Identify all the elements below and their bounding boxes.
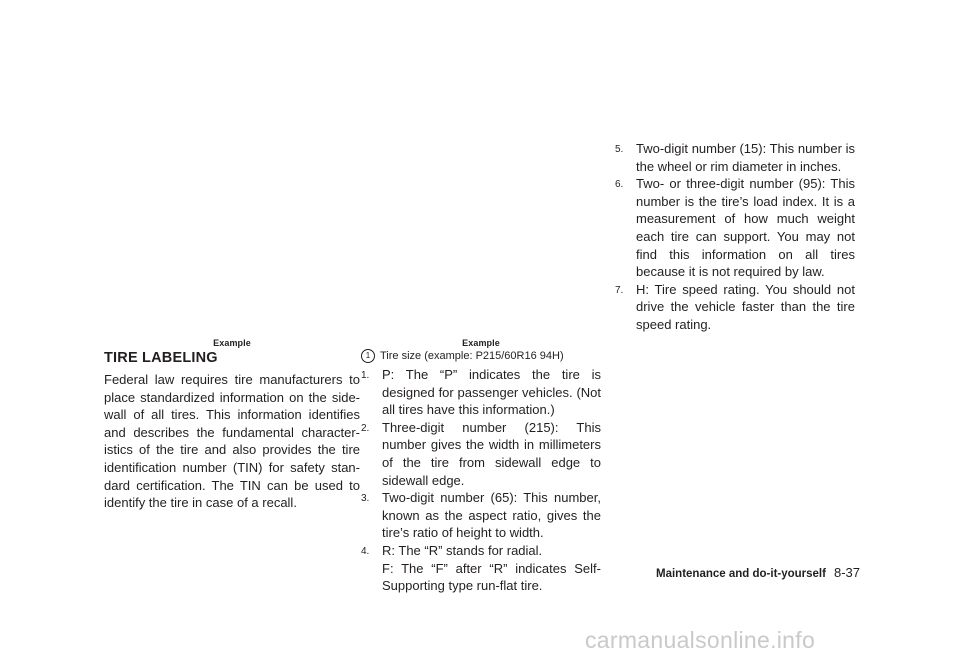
tire-code-list-part1 <box>361 366 601 595</box>
list-item-number: 4. <box>361 545 370 557</box>
section-heading: TIRE LABELING <box>104 350 218 366</box>
list-item-number: 5. <box>615 144 624 155</box>
figure-caption-middle: Example <box>462 338 500 348</box>
list-item <box>361 489 601 542</box>
footer-section-title: Maintenance and do-it-yourself <box>656 568 826 580</box>
tire-code-list-part2 <box>615 140 855 334</box>
list-item-text: H: Tire speed rating. You should not drive the vehicle faster than the tire speed rating. <box>636 281 855 332</box>
list-item <box>361 542 601 595</box>
figure-caption-left: Example <box>213 338 251 348</box>
list-item-text: Two-digit number (15): This number is the wheel or rim diameter in inches. <box>636 141 855 174</box>
list-item-text: R: The “R” stands for radial. <box>382 542 543 558</box>
list-item <box>361 419 601 489</box>
list-item-number: 6. <box>615 179 624 191</box>
list-item <box>361 366 601 419</box>
list-item-number: 7. <box>615 284 624 296</box>
callout-text: Tire size (example: P215/60R16 94H) <box>380 350 564 362</box>
list-item-text: Two-digit number (65): This number, known as the aspect ratio, gives the tire’s ratio of height to width. <box>382 490 601 541</box>
list-item-number: 2. <box>361 422 370 434</box>
list-item-extra-text: F: The “F” after “R” indicates Self-Supporting type run-flat tire. <box>382 560 601 594</box>
list-item-text: P: The “P” indicates the tire is designed for passenger vehicles. (Not all tires have this information.) <box>382 367 601 418</box>
list-item <box>615 175 855 281</box>
callout-number-icon: 1 <box>361 349 375 363</box>
watermark: carmanualsonline.info <box>585 627 816 653</box>
section-body: Federal law requires tire manufacturers to place standardized information on the side-wall of all tires. This information identifies and describes the fundamental character-istics of the tire and also provides the tire identification number (TIN) for safety stan-dard certification. The TIN can be used to identify the tire in case of a recall. <box>104 372 360 511</box>
list-item-text: Three-digit number (215): This number gives the width in millimeters of the tire from sidewall edge to sidewall edge. <box>382 419 601 488</box>
list-item-number: 1. <box>361 370 370 381</box>
list-item-number: 3. <box>361 493 370 505</box>
page-footer <box>620 565 860 580</box>
list-item <box>615 140 855 175</box>
callout-tire-size <box>361 349 606 363</box>
page-number: 8-37 <box>833 565 860 580</box>
list-item <box>615 281 855 334</box>
list-item-text: Two- or three-digit number (95): This number is the tire’s load index. It is a measurement of how much weight each tire can support. You may not find this information on all tires because it is not required by law. <box>636 176 855 280</box>
